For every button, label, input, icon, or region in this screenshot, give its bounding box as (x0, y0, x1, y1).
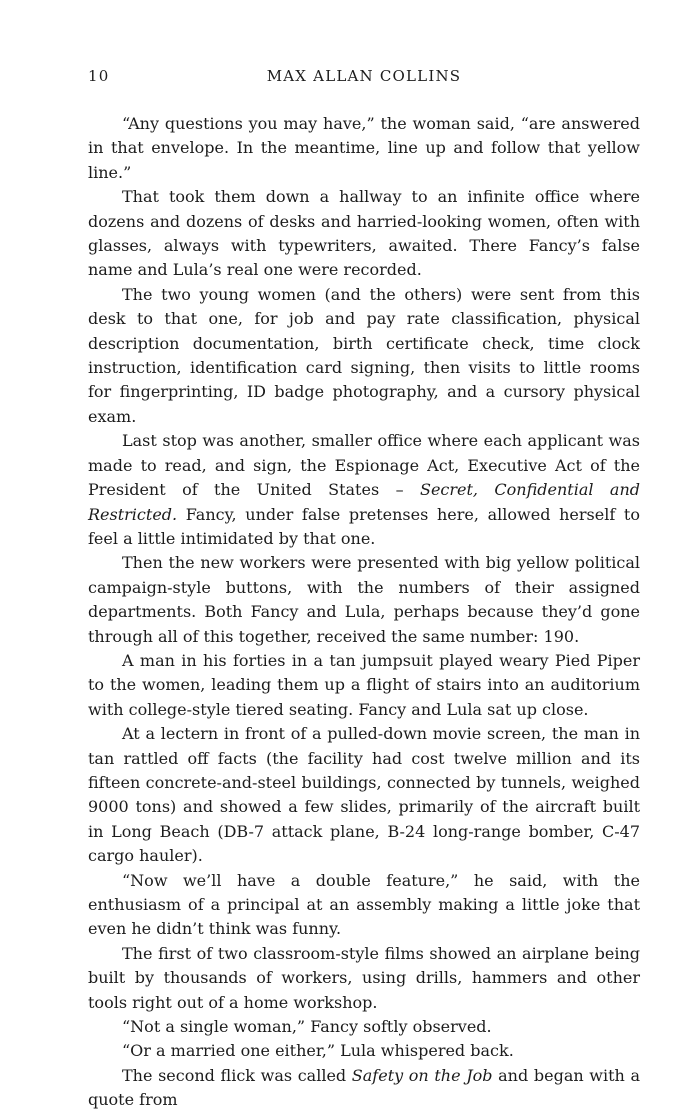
paragraph: A man in his forties in a tan jumpsuit played weary Pied Piper to the women, leading them up a flight of stairs into an auditorium with college-style tiered seating. Fancy and Lula sat up close. (88, 650, 640, 719)
italic-title: Safety on the Job (351, 1065, 493, 1085)
paragraph-text: Fancy, under false pretenses here, allowed herself to feel a little intimidated by that one. (88, 504, 640, 548)
paragraph: The first of two classroom-style films showed an airplane being built by thousands of workers, using drills, hammers and other tools right out of a home workshop. (88, 943, 640, 1012)
italic-title: Secret, Confidential and Restricted. (88, 480, 640, 524)
body-text (88, 112, 640, 1113)
paragraph: “Any questions you may have,” the woman said, “are answered in that envelope. In the meantime, line up and follow that yellow line.” (88, 114, 640, 182)
page-header (88, 67, 640, 91)
paragraph-text: The second flick was called (122, 1065, 352, 1085)
paragraph: The two young women (and the others) were sent from this desk to that one, for job and pay rate classification, physical description documentation, birth certificate check, time clock instruction, identification card signing, then visits to little rooms for fingerprinting, ID badge photography, and a cursory physical exam. (88, 284, 640, 426)
paragraph: That took them down a hallway to an infinite office where dozens and dozens of desks and harried-looking women, often with glasses, always with typewriters, awaited. There Fancy’s false name and Lula’s real one were recorded. (88, 187, 640, 280)
paragraph (88, 1064, 640, 1113)
running-head-author: MAX ALLAN COLLINS (266, 67, 462, 85)
paragraph-text: and began with a quote from (88, 1065, 641, 1110)
paragraph: At a lectern in front of a pulled-down movie screen, the man in tan rattled off facts (the facility had cost twelve million and its fifteen concrete-and-steel buildings, connected by tunnels, weighed 9000 tons) and showed a few slides, primarily of the aircraft built in Long Beach (DB-7 attack plane, B-24 long-range bomber, C-47 cargo hauler). (88, 724, 640, 866)
paragraph: “Not a single woman,” Fancy softly observed. (122, 1017, 492, 1037)
paragraph: “Or a married one either,” Lula whispered back. (122, 1041, 514, 1061)
paragraph: Then the new workers were presented with big yellow political campaign-style buttons, with the numbers of their assigned departments. Both Fancy and Lula, perhaps because they’d gone through all of this together, received the same number: 190. (88, 553, 640, 646)
paragraph (88, 429, 640, 551)
page-number: 10 (88, 67, 110, 85)
paragraph: “Now we’ll have a double feature,” he said, with the enthusiasm of a principal at an assembly making a little joke that even he didn’t think was funny. (88, 870, 640, 939)
paragraph-text: Last stop was another, smaller office where each applicant was made to read, and sign, the Espionage Act, Executive Act of the President of the United States – (88, 431, 640, 500)
